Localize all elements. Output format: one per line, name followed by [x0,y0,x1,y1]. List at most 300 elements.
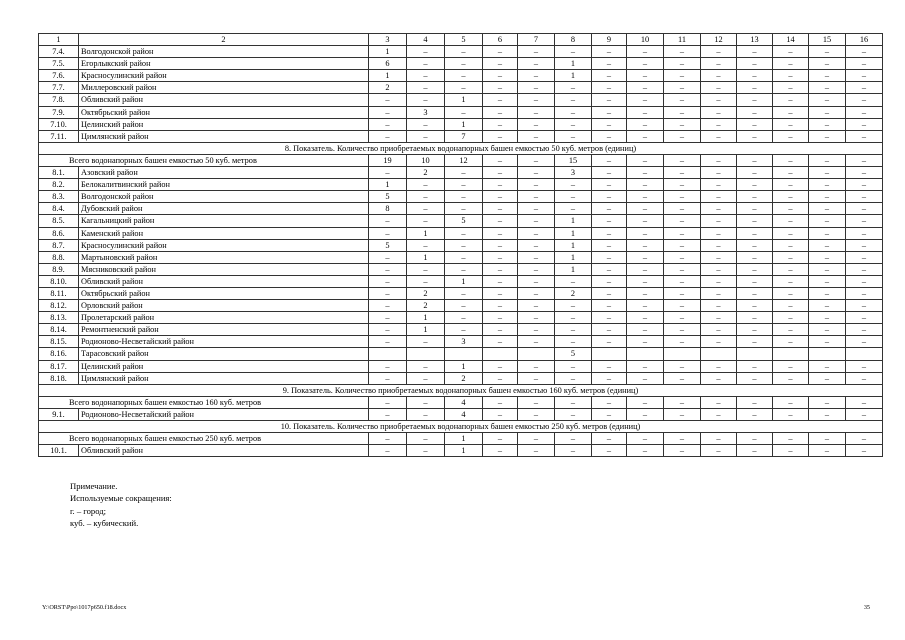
value-cell: – [809,300,846,312]
value-cell: 1 [555,239,592,251]
value-cell: – [592,106,627,118]
value-cell: – [369,106,407,118]
value-cell: – [737,263,773,275]
value-cell: – [846,263,883,275]
value-cell: – [483,215,518,227]
value-cell: 1 [445,360,483,372]
value-cell: – [627,360,664,372]
value-cell: – [737,82,773,94]
value-cell: – [809,275,846,287]
value-cell: – [627,251,664,263]
value-cell: – [369,263,407,275]
table-row [39,263,883,275]
row-number: 10.1. [39,445,79,457]
value-cell: – [846,167,883,179]
value-cell: – [773,287,809,299]
value-cell: – [773,360,809,372]
row-number: 8.15. [39,336,79,348]
value-cell: – [445,167,483,179]
value-cell: – [846,118,883,130]
row-number: 8.1. [39,167,79,179]
table-row [39,70,883,82]
value-cell: – [627,227,664,239]
value-cell: 7 [445,130,483,142]
value-cell: – [627,154,664,166]
value-cell: 10 [407,154,445,166]
value-cell: – [483,130,518,142]
value-cell: – [592,118,627,130]
value-cell: – [773,408,809,420]
value-cell: – [518,433,555,445]
value-cell: – [664,82,701,94]
header-cell: 5 [445,34,483,46]
value-cell: – [555,312,592,324]
value-cell: 3 [555,167,592,179]
data-table [38,33,883,457]
value-cell: – [555,445,592,457]
value-cell: – [627,372,664,384]
value-cell: – [664,239,701,251]
value-cell: – [809,203,846,215]
value-cell: – [483,227,518,239]
district-name: Обливский район [79,94,369,106]
table-row [39,324,883,336]
district-name: Октябрьский район [79,287,369,299]
value-cell: – [664,396,701,408]
value-cell: 1 [445,94,483,106]
value-cell: – [407,336,445,348]
value-cell: – [518,94,555,106]
value-cell: – [846,251,883,263]
value-cell: – [627,118,664,130]
header-cell: 9 [592,34,627,46]
district-name: Дубовский район [79,203,369,215]
value-cell: – [773,191,809,203]
value-cell: – [483,287,518,299]
value-cell: – [701,408,737,420]
table-row [39,191,883,203]
value-cell: – [701,239,737,251]
value-cell: – [701,82,737,94]
value-cell: – [627,336,664,348]
table-row [39,275,883,287]
header-cell: 2 [79,34,369,46]
value-cell: – [483,118,518,130]
value-cell: – [483,239,518,251]
value-cell: – [518,227,555,239]
value-cell: – [407,396,445,408]
value-cell: – [664,372,701,384]
value-cell: – [701,154,737,166]
value-cell: – [701,396,737,408]
notes-subtitle: Используемые сокращения: [70,493,172,504]
value-cell: – [846,227,883,239]
value-cell: – [846,82,883,94]
value-cell: – [701,445,737,457]
value-cell: – [555,396,592,408]
value-cell: 5 [369,191,407,203]
value-cell: – [737,275,773,287]
table-body [39,34,883,457]
district-name: Мартыновский район [79,251,369,263]
value-cell: – [518,336,555,348]
value-cell: – [701,287,737,299]
notes-item-city: г. – город; [70,505,107,516]
value-cell: – [555,300,592,312]
value-cell: – [483,275,518,287]
value-cell: – [407,445,445,457]
value-cell: – [737,106,773,118]
value-cell: – [555,372,592,384]
value-cell: – [369,118,407,130]
value-cell: – [407,433,445,445]
value-cell: – [407,179,445,191]
value-cell: – [483,251,518,263]
value-cell: – [737,70,773,82]
table-row [39,130,883,142]
value-cell: – [737,433,773,445]
value-cell: – [518,263,555,275]
value-cell: – [737,312,773,324]
table-row [39,312,883,324]
value-cell: 1 [445,433,483,445]
value-cell: – [701,300,737,312]
value-cell: – [592,360,627,372]
value-cell: – [369,94,407,106]
value-cell: – [483,154,518,166]
table-row [39,227,883,239]
value-cell: – [846,408,883,420]
value-cell: – [407,239,445,251]
value-cell: – [809,82,846,94]
value-cell: – [701,58,737,70]
value-cell [483,348,518,360]
value-cell [773,348,809,360]
value-cell: – [737,118,773,130]
value-cell: – [369,396,407,408]
value-cell: – [809,312,846,324]
table-header-row [39,34,883,46]
value-cell: – [737,360,773,372]
value-cell: – [445,239,483,251]
value-cell: – [592,70,627,82]
value-cell: – [773,203,809,215]
value-cell: – [701,94,737,106]
value-cell: – [773,300,809,312]
value-cell: – [809,227,846,239]
value-cell: – [483,408,518,420]
value-cell: – [483,106,518,118]
value-cell: – [369,167,407,179]
value-cell: – [483,82,518,94]
section-title: 9. Показатель. Количество приобретаемых водонапорных башен емкостью 160 куб. метров (единиц) [39,384,883,396]
row-number: 8.14. [39,324,79,336]
district-name: Ремонтненский район [79,324,369,336]
value-cell: – [773,94,809,106]
value-cell: – [369,336,407,348]
value-cell: – [846,94,883,106]
value-cell: – [592,203,627,215]
header-cell: 15 [809,34,846,46]
value-cell: – [627,70,664,82]
value-cell: – [664,70,701,82]
value-cell: – [737,46,773,58]
value-cell: 2 [407,300,445,312]
row-number: 9.1. [39,408,79,420]
value-cell: – [809,70,846,82]
value-cell: – [701,203,737,215]
value-cell: – [773,445,809,457]
value-cell: – [773,70,809,82]
value-cell: 8 [369,203,407,215]
value-cell: – [445,263,483,275]
value-cell: – [664,251,701,263]
value-cell: – [592,191,627,203]
value-cell: – [592,312,627,324]
total-label: Всего водонапорных башен емкостью 160 куб. метров [39,396,369,408]
value-cell: – [555,191,592,203]
table-row [39,106,883,118]
header-cell: 6 [483,34,518,46]
value-cell: 1 [369,46,407,58]
row-number: 8.3. [39,191,79,203]
value-cell: – [737,130,773,142]
value-cell: – [518,360,555,372]
row-number: 7.8. [39,94,79,106]
value-cell: – [627,287,664,299]
value-cell: – [846,275,883,287]
value-cell: – [737,300,773,312]
value-cell: 1 [555,227,592,239]
value-cell: – [518,251,555,263]
value-cell: – [773,227,809,239]
value-cell: – [555,324,592,336]
value-cell: – [773,167,809,179]
value-cell: – [701,324,737,336]
value-cell: – [773,275,809,287]
row-number: 8.17. [39,360,79,372]
value-cell: – [701,167,737,179]
value-cell: – [369,372,407,384]
value-cell: – [809,360,846,372]
value-cell: – [846,203,883,215]
value-cell: – [483,336,518,348]
table-row [39,360,883,372]
value-cell: – [701,360,737,372]
table-row [39,82,883,94]
value-cell: – [369,227,407,239]
value-cell: 5 [369,239,407,251]
value-cell: – [701,275,737,287]
value-cell: – [627,106,664,118]
value-cell: – [592,300,627,312]
value-cell: – [518,445,555,457]
value-cell: – [518,215,555,227]
value-cell: – [555,433,592,445]
header-cell: 4 [407,34,445,46]
value-cell: – [627,94,664,106]
value-cell: – [773,58,809,70]
value-cell: – [518,82,555,94]
district-name: Егорлыкский район [79,58,369,70]
value-cell: 4 [445,396,483,408]
value-cell: 1 [407,227,445,239]
row-number: 8.8. [39,251,79,263]
value-cell: – [737,251,773,263]
table-row [39,118,883,130]
value-cell: – [407,360,445,372]
section-row [39,384,883,396]
value-cell: – [737,191,773,203]
value-cell: – [483,433,518,445]
value-cell: – [407,372,445,384]
value-cell: – [664,287,701,299]
table-row [39,239,883,251]
value-cell: 3 [407,106,445,118]
value-cell: – [407,94,445,106]
value-cell: – [592,154,627,166]
table-row [39,251,883,263]
value-cell: – [518,203,555,215]
value-cell: – [369,360,407,372]
value-cell: – [369,312,407,324]
value-cell: – [518,106,555,118]
row-number: 8.6. [39,227,79,239]
value-cell: – [555,360,592,372]
value-cell: – [773,106,809,118]
value-cell: – [809,58,846,70]
value-cell: – [627,130,664,142]
value-cell: 1 [369,70,407,82]
value-cell: – [627,46,664,58]
value-cell: 1 [407,324,445,336]
value-cell: – [664,130,701,142]
value-cell: – [627,275,664,287]
value-cell: – [518,287,555,299]
value-cell: – [627,396,664,408]
value-cell: 1 [555,58,592,70]
value-cell: – [701,46,737,58]
value-cell: – [483,94,518,106]
row-number: 7.7. [39,82,79,94]
value-cell: – [701,263,737,275]
value-cell: – [483,46,518,58]
value-cell: – [773,372,809,384]
table-row [39,167,883,179]
value-cell: – [483,445,518,457]
value-cell: – [809,445,846,457]
value-cell: – [809,263,846,275]
value-cell: – [518,239,555,251]
value-cell: – [773,179,809,191]
value-cell: – [701,130,737,142]
value-cell: – [701,336,737,348]
district-name: Целинский район [79,118,369,130]
table-row [39,46,883,58]
value-cell: – [483,191,518,203]
value-cell: – [846,324,883,336]
district-name: Обливский район [79,445,369,457]
value-cell: – [701,215,737,227]
value-cell: – [846,106,883,118]
value-cell: – [369,215,407,227]
value-cell: 1 [445,275,483,287]
row-number: 8.7. [39,239,79,251]
value-cell: – [592,130,627,142]
value-cell: 1 [445,118,483,130]
value-cell: – [664,179,701,191]
district-name: Октябрьский район [79,106,369,118]
value-cell: – [407,263,445,275]
value-cell: – [369,287,407,299]
value-cell: – [773,336,809,348]
value-cell: – [555,82,592,94]
value-cell: – [445,46,483,58]
district-name: Пролетарский район [79,312,369,324]
header-cell: 1 [39,34,79,46]
value-cell: – [407,203,445,215]
row-number: 8.11. [39,287,79,299]
value-cell: – [483,312,518,324]
header-cell: 10 [627,34,664,46]
total-row [39,154,883,166]
value-cell: 1 [407,251,445,263]
value-cell: 5 [555,348,592,360]
value-cell: – [445,312,483,324]
section-title: 10. Показатель. Количество приобретаемых водонапорных башен емкостью 250 куб. метров (единиц) [39,421,883,433]
value-cell: – [518,396,555,408]
value-cell: – [592,167,627,179]
value-cell: – [483,58,518,70]
value-cell: – [483,372,518,384]
value-cell: 5 [445,215,483,227]
row-number: 7.10. [39,118,79,130]
value-cell: – [664,215,701,227]
district-name: Каменский район [79,227,369,239]
value-cell: – [664,445,701,457]
table-row [39,94,883,106]
value-cell: – [737,154,773,166]
value-cell: – [737,408,773,420]
value-cell: – [664,312,701,324]
value-cell: – [846,46,883,58]
row-number: 8.4. [39,203,79,215]
value-cell: – [369,300,407,312]
row-number: 7.6. [39,70,79,82]
value-cell: – [664,227,701,239]
value-cell: – [627,324,664,336]
value-cell: – [664,191,701,203]
value-cell: – [518,275,555,287]
value-cell: – [809,106,846,118]
value-cell: – [407,70,445,82]
value-cell: – [518,179,555,191]
value-cell: – [518,191,555,203]
value-cell: – [369,251,407,263]
value-cell: – [407,130,445,142]
value-cell: – [592,372,627,384]
value-cell: – [483,70,518,82]
value-cell: – [445,324,483,336]
value-cell: – [627,191,664,203]
value-cell: – [592,263,627,275]
value-cell: – [627,167,664,179]
district-name: Миллеровский район [79,82,369,94]
value-cell: – [701,106,737,118]
value-cell: – [773,312,809,324]
value-cell: 15 [555,154,592,166]
value-cell: – [701,118,737,130]
